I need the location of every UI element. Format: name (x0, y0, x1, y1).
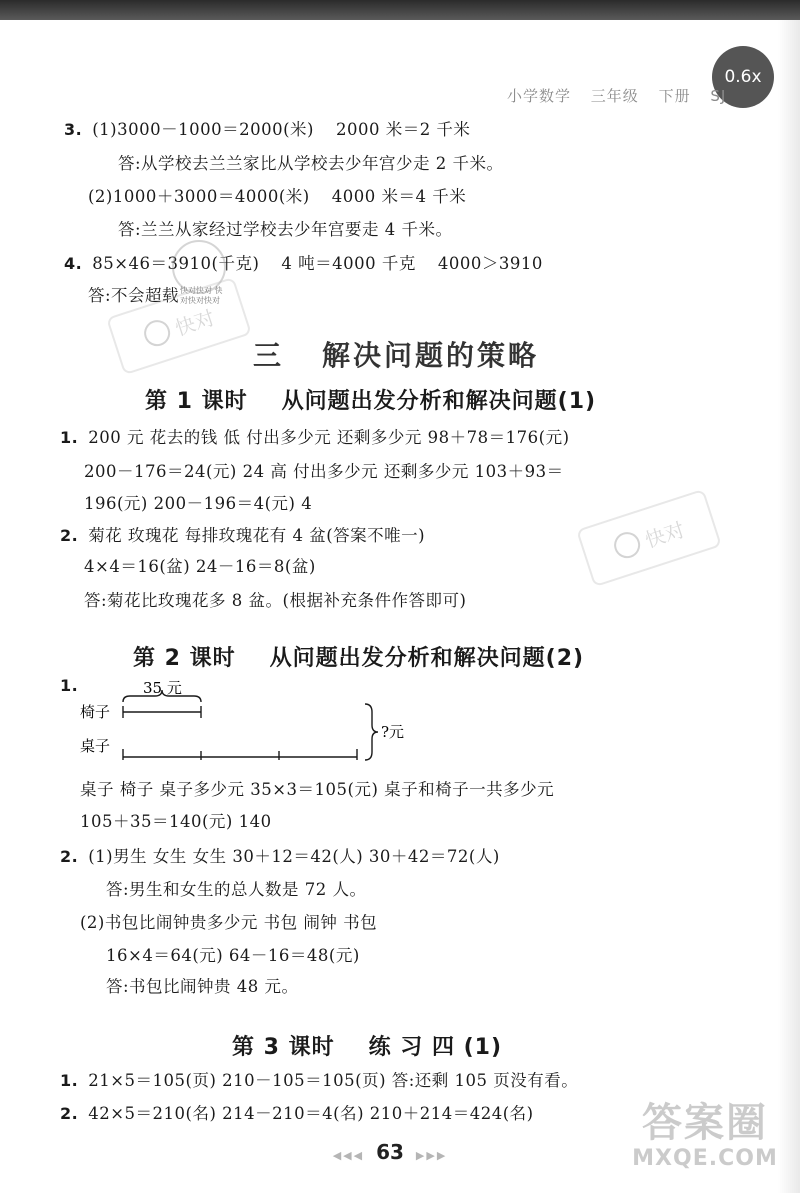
watermark-label: 快对 (641, 516, 688, 553)
diagram-chair-label: 椅子 (80, 703, 111, 721)
lesson-name: 从问题出发分析和解决问题(1) (281, 389, 597, 414)
answer-text: 4000＞3910 (437, 254, 543, 273)
answer-text: 2000 米＝2 千米 (335, 120, 471, 139)
left-arrows-icon: ◀◀◀ (332, 1149, 365, 1162)
site-watermark-url: MXQE.COM (632, 1146, 778, 1171)
section-number: 三 (253, 339, 285, 372)
lesson-3-title (232, 1030, 502, 1061)
header-volume: 下册 (658, 87, 691, 105)
question-number: 2. (60, 1104, 79, 1123)
l2-q2-line-5: 答:书包比闹钟贵 48 元。 (106, 977, 299, 996)
page-footer (320, 1140, 460, 1164)
l2-q2-line-4: 16×4＝64(元) 64－16＝48(元) (106, 946, 360, 965)
q3-line-4: 答:兰兰从家经过学校去少年宫要走 4 千米。 (118, 220, 453, 239)
question-number: 2. (60, 847, 79, 866)
q3-line-2: 答:从学校去兰兰家比从学校去少年宫少走 2 千米。 (118, 154, 504, 173)
question-number: 3. (64, 120, 83, 139)
answer-text: 200 元 花去的钱 低 付出多少元 还剩多少元 98＋78＝176(元) (88, 428, 570, 447)
question-number: 1. (60, 1071, 79, 1090)
question-number: 1. (60, 676, 79, 695)
diagram-desk-label: 桌子 (80, 737, 111, 755)
header-edition: SJ (710, 87, 727, 105)
header-grade: 三年级 (590, 87, 639, 105)
question-number: 4. (64, 254, 83, 273)
header-subject: 小学数学 (507, 87, 572, 105)
answer-text: (1)男生 女生 女生 30＋12＝42(人) 30＋42＝72(人) (88, 847, 500, 866)
l3-q1-line-1 (60, 1067, 578, 1091)
l1-q1-line-2: 200－176＝24(元) 24 高 付出多少元 还剩多少元 103＋93＝ (84, 462, 564, 481)
l2-q1-line-2: 105＋35＝140(元) 140 (80, 812, 272, 831)
site-watermark (620, 1100, 790, 1180)
watermark-label: 快对 (171, 304, 218, 341)
answer-text: (2)1000＋3000＝4000(米) (88, 187, 310, 206)
lesson-number: 第 2 课时 (133, 646, 236, 671)
l3-q2-line-1 (60, 1100, 534, 1124)
answer-text: (1)3000－1000＝2000(米) (92, 120, 314, 139)
lesson-name: 练 习 四 (1) (368, 1035, 503, 1060)
l1-q1-line-3: 196(元) 200－196＝4(元) 4 (84, 494, 313, 513)
l1-q2-line-2: 4×4＝16(盆) 24－16＝8(盆) (84, 557, 316, 576)
section-name: 解决问题的策略 (322, 339, 540, 372)
answer-text: 4 吨＝4000 千克 (281, 254, 416, 273)
zoom-badge[interactable]: 0.6x (712, 46, 774, 108)
l1-q2-line-3: 答:菊花比玫瑰花多 8 盆。(根据补充条件作答即可) (84, 591, 467, 610)
l2-q2-line-2: 答:男生和女生的总人数是 72 人。 (106, 880, 367, 899)
q4-line-2: 答:不会超载 (88, 286, 180, 305)
right-brace (365, 704, 378, 760)
question-number: 1. (60, 428, 79, 447)
answer-text: 4000 米＝4 千米 (331, 187, 467, 206)
l2-q2-line-3: (2)书包比闹钟贵多少元 书包 闹钟 书包 (80, 913, 378, 932)
question-number: 2. (60, 526, 79, 545)
site-watermark-title: 答案圈 (642, 1100, 768, 1146)
answer-text: 42×5＝210(名) 214－210＝4(名) 210＋214＝424(名) (88, 1104, 534, 1123)
page-number: 63 (376, 1140, 404, 1164)
diagram-question-label: ?元 (381, 723, 405, 741)
lesson-number: 第 3 课时 (232, 1035, 335, 1060)
l2-q1-line-1: 桌子 椅子 桌子多少元 35×3＝105(元) 桌子和椅子一共多少元 (80, 780, 555, 799)
right-arrows-icon: ▶▶▶ (415, 1149, 448, 1162)
stamp-text: 快对快对 快对快对快对 (180, 286, 223, 305)
lesson-name: 从问题出发分析和解决问题(2) (269, 646, 585, 671)
answer-text: 菊花 玫瑰花 每排玫瑰花有 4 盆(答案不唯一) (88, 526, 426, 545)
answer-text: 85×46＝3910(千克) (92, 254, 260, 273)
l2-q2-line-1 (60, 843, 500, 867)
lesson-number: 第 1 课时 (145, 389, 248, 414)
answer-text: 21×5＝105(页) 210－105＝105(页) 答:还剩 105 页没有看。 (88, 1071, 579, 1090)
diagram-top-label: 35 元 (143, 679, 182, 697)
